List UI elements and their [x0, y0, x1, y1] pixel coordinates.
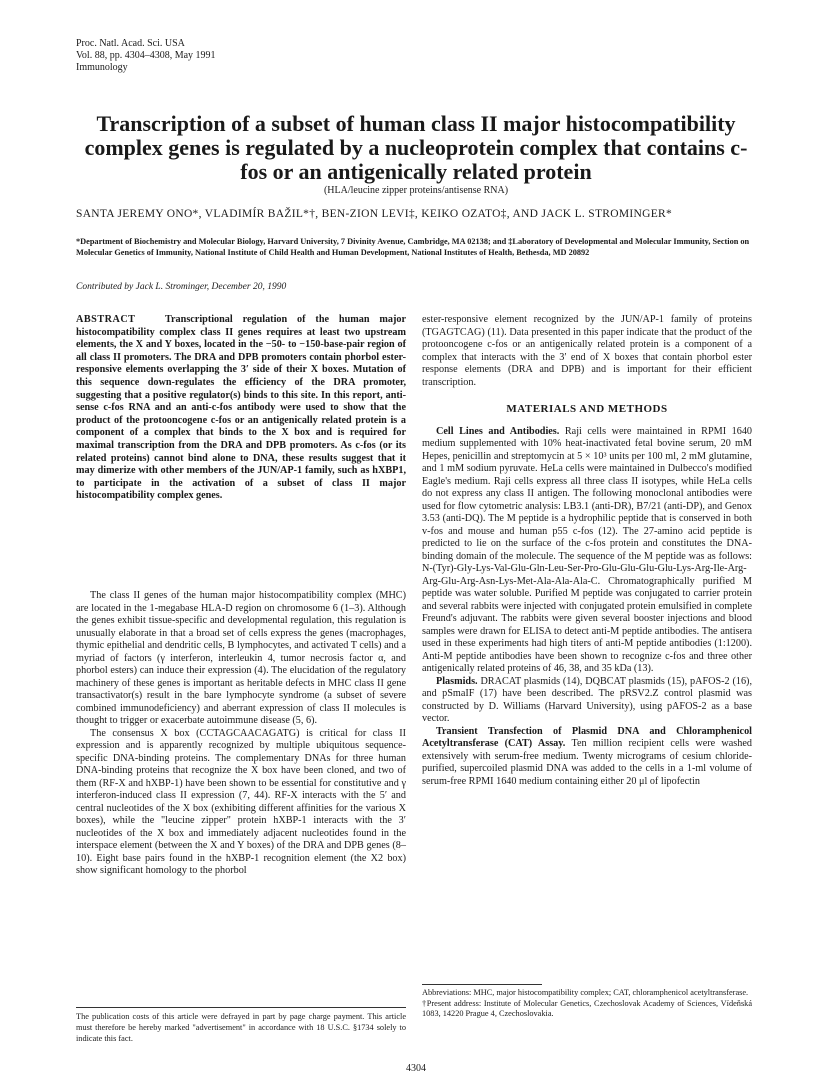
footnote-rule [422, 984, 542, 985]
journal-header [76, 38, 216, 74]
abstract [76, 314, 406, 503]
runin-heading-plasmids: Plasmids. [436, 675, 478, 687]
affiliations: *Department of Biochemistry and Molecular Biology, Harvard University, 7 Divinity Avenue, Cambridge, MA 02138; and ‡Laboratory of Developmental and Molecular Immunity, Section on Molecular Genetics of Immunity, National Institute of Child Health and Human Development, National Institutes of Health, Bethesda, MD 20892 [76, 237, 750, 257]
runin-heading-cells: Cell Lines and Antibodies. [436, 425, 560, 437]
abstract-text: Transcriptional regulation of the human major histocompatibility complex class II genes requires at least two upstream elements, the X and Y boxes, located in the −50- to −150-base-pair region of all class II promoters. The DRA and DPB promoters contain phorbol ester-responsive elements overlapping the 3′ side of their X boxes. Mutation of this sequence down-regulates the efficiency of the DRA promoter, suggesting that a positive regulator(s) binds to this site. In this report, anti-sense c-fos RNA and an anti-c-fos antibody were used to show that the product of the protooncogene c-fos or an antigenically related protein is a component of a complex that binds to the X box and is required for maximal transcription from the DRA and DPB promoters. As c-fos (or its related proteins) cannot bind alone to DNA, these results suggest that it may dimerize with other members of the JUN/AP-1 family, such as hXBP1, to participate in the activation of a subset of class II major histocompatibility complex genes. [76, 314, 406, 502]
journal-section: Immunology [76, 62, 128, 73]
intro-paragraph-1: The class II genes of the human major histocompatibility complex (MHC) are located in the 1-megabase HLA-D region on chromosome 6 (1–3). Although the genes exhibit tissue-specific and developmental regulation, this regulation is unusually elaborate in that a broad set of cells express the genes (macrophages, thymic epithelial and dendritic cells, B lymphocytes, and activated T cells) and a myriad of factors (γ interferon, interleukin 4, tumor necrosis factor α, and phorbol esters) can induce their expression (4). The elucidation of the regulatory machinery of these genes is important as heritable defects in MHC class II gene transactivator(s) result in the bare lymphocyte syndrome (a subset of severe combined immunodeficiency) and aberrant expression of class II molecules is thought to trigger or exacerbate autoimmune disease (5, 6). [76, 590, 406, 726]
methods-paragraph-plasmids [422, 676, 752, 726]
section-heading-methods: MATERIALS AND METHODS [506, 403, 668, 415]
footnote-abbreviations: Abbreviations: MHC, major histocompatibility complex; CAT, chloramphenicol acetyltransferase. [422, 988, 749, 997]
publication-cost-note: The publication costs of this article were defrayed in part by page charge payment. This article must therefore be hereby marked "advertisement" in accordance with 18 U.S.C. §1734 solely to indicate this fact. [76, 1007, 406, 1044]
abstract-label: ABSTRACT [76, 314, 136, 325]
intro-continuation: ester-responsive element recognized by the JUN/AP-1 family of proteins (TGAGTCAG) (11). Data presented in this paper indicate that the product of the protooncogene c-fos or an antigenically related protein is a component of a complex that interacts with the 3′ end of X boxes that contain phorbol ester response elements (DRA and DPB) and is important for their efficient transcription. [422, 314, 752, 388]
right-column-body [422, 314, 752, 788]
journal-volume: Vol. 88, pp. 4304–4308, May 1991 [76, 50, 216, 61]
methods-text-cells: Raji cells were maintained in RPMI 1640 medium supplemented with 10% heat-inactivated fetal bovine serum, 20 mM Hepes, penicillin and streptomycin at 5 × 10³ units per 100 ml, 2 mM glutamine, and 1 mM sodium pyruvate. HeLa cells were maintained in Dulbecco's modified Eagle's medium. Raji cells express all three class II isotypes, while HeLa cells do not express any class II antigen. The following monoclonal antibodies were used for flow cytometric analysis: LB3.1 (anti-DR), B7/21 (anti-DP), and Genox 3.53 (anti-DQ). The M peptide is a hydrophilic peptide that is conserved in both v-fos and mouse and human p55 c-fos (12). The 27-amino acid peptide is predicted to lie on the surface of the c-fos protein and constitutes the DNA-binding domain of the molecule. The sequence of the M peptide was as follows: N-(Tyr)-Gly-Lys-Val-Glu-Gln-Leu-Ser-Pro-Glu-Glu-Glu-Glu-Lys-Arg-Ile-Arg-Arg-Glu-Arg-Asn-Lys-Met-Ala-Ala-Ala-C. Chromatographically purified M peptide was water soluble. Purified M peptide was conjugated to carrier protein and several rabbits were injected with conjugated protein emulsified in complete Freund's adjuvant. The rabbits were given several booster injections and blood samples were drawn for ELISA to detect anti-M peptide antibodies. The antisera used in these experiments had high titers of anti-M peptide antibodies (1:1200). Anti-M peptide antibodies have been shown to recognize c-fos and three other antigenically related proteins of 46, 38, and 35 kDa (13). [422, 425, 753, 674]
runin-heading-transfection: Transient Transfection of Plasmid DNA and Chloramphenicol Acetyltransferase (CAT) Assay. [422, 725, 752, 749]
footnotes [422, 988, 752, 1020]
left-column-body [76, 590, 406, 878]
paper-title: Transcription of a subset of human class II major histocompatibility complex genes is regulated by a nucleoprotein complex that contains c-fos or an antigenically related protein [84, 111, 748, 184]
methods-paragraph-cells [422, 426, 752, 676]
methods-paragraph-transfection [422, 726, 752, 789]
methods-text-plasmids: DRACAT plasmids (14), DQBCAT plasmids (15), pAFOS-2 (16), and pSmaIF (17) have been described. The pRSV2.Z control plasmid was constructed by D. Williams (Harvard University), using pAFOS-2 as a base vector. [422, 675, 752, 724]
author-list: SANTA JEREMY ONO*, VLADIMÍR BAŽIL*†, BEN-ZION LEVI‡, KEIKO OZATO‡, AND JACK L. STROMINGER* [76, 208, 673, 220]
keywords: (HLA/leucine zipper proteins/antisense RNA) [323, 185, 509, 196]
contributed-by: Contributed by Jack L. Strominger, December 20, 1990 [76, 282, 287, 292]
intro-paragraph-2: The consensus X box (CCTAGCAACAGATG) is critical for class II expression and is apparently recognized by multiple ubiquitous sequence-specific DNA-binding proteins. The complementary DNAs for three human DNA-binding proteins that recognize the X box have been cloned, and two of them (RF-X and hXBP-1) have been shown to be essential for constitutive and γ interferon-induced class II expression (7, 44). RF-X interacts with the 5′ and central nucleotides of the X box (exhibiting different affinities for the various X boxes), while the "leucine zipper" protein hXBP-1 interacts with the 3′ nucleotides of the X box and immediately adjacent nucleotides found in the interspace element (between the X and Y boxes) of the DRA and DPB genes (8–10). Eight base pairs found in the hXBP-1 recognition element (the X2 box) show significant homology to the phorbol [76, 727, 406, 876]
footnote-present-address: †Present address: Institute of Molecular Genetics, Czechoslovak Academy of Sciences, Vídeňská 1083, 14220 Prague 4, Czechoslovakia. [422, 998, 752, 1018]
page-number: 4304 [406, 1063, 426, 1074]
methods-text-transfection: Ten million recipient cells were washed extensively with serum-free medium. Twenty micrograms of cesium chloride-purified, supercoiled plasmid DNA was added to the cells in a 1-ml volume of serum-free RPMI 1640 medium containing either 20 μl of lipofectin [422, 738, 752, 787]
journal-name: Proc. Natl. Acad. Sci. USA [76, 38, 185, 49]
